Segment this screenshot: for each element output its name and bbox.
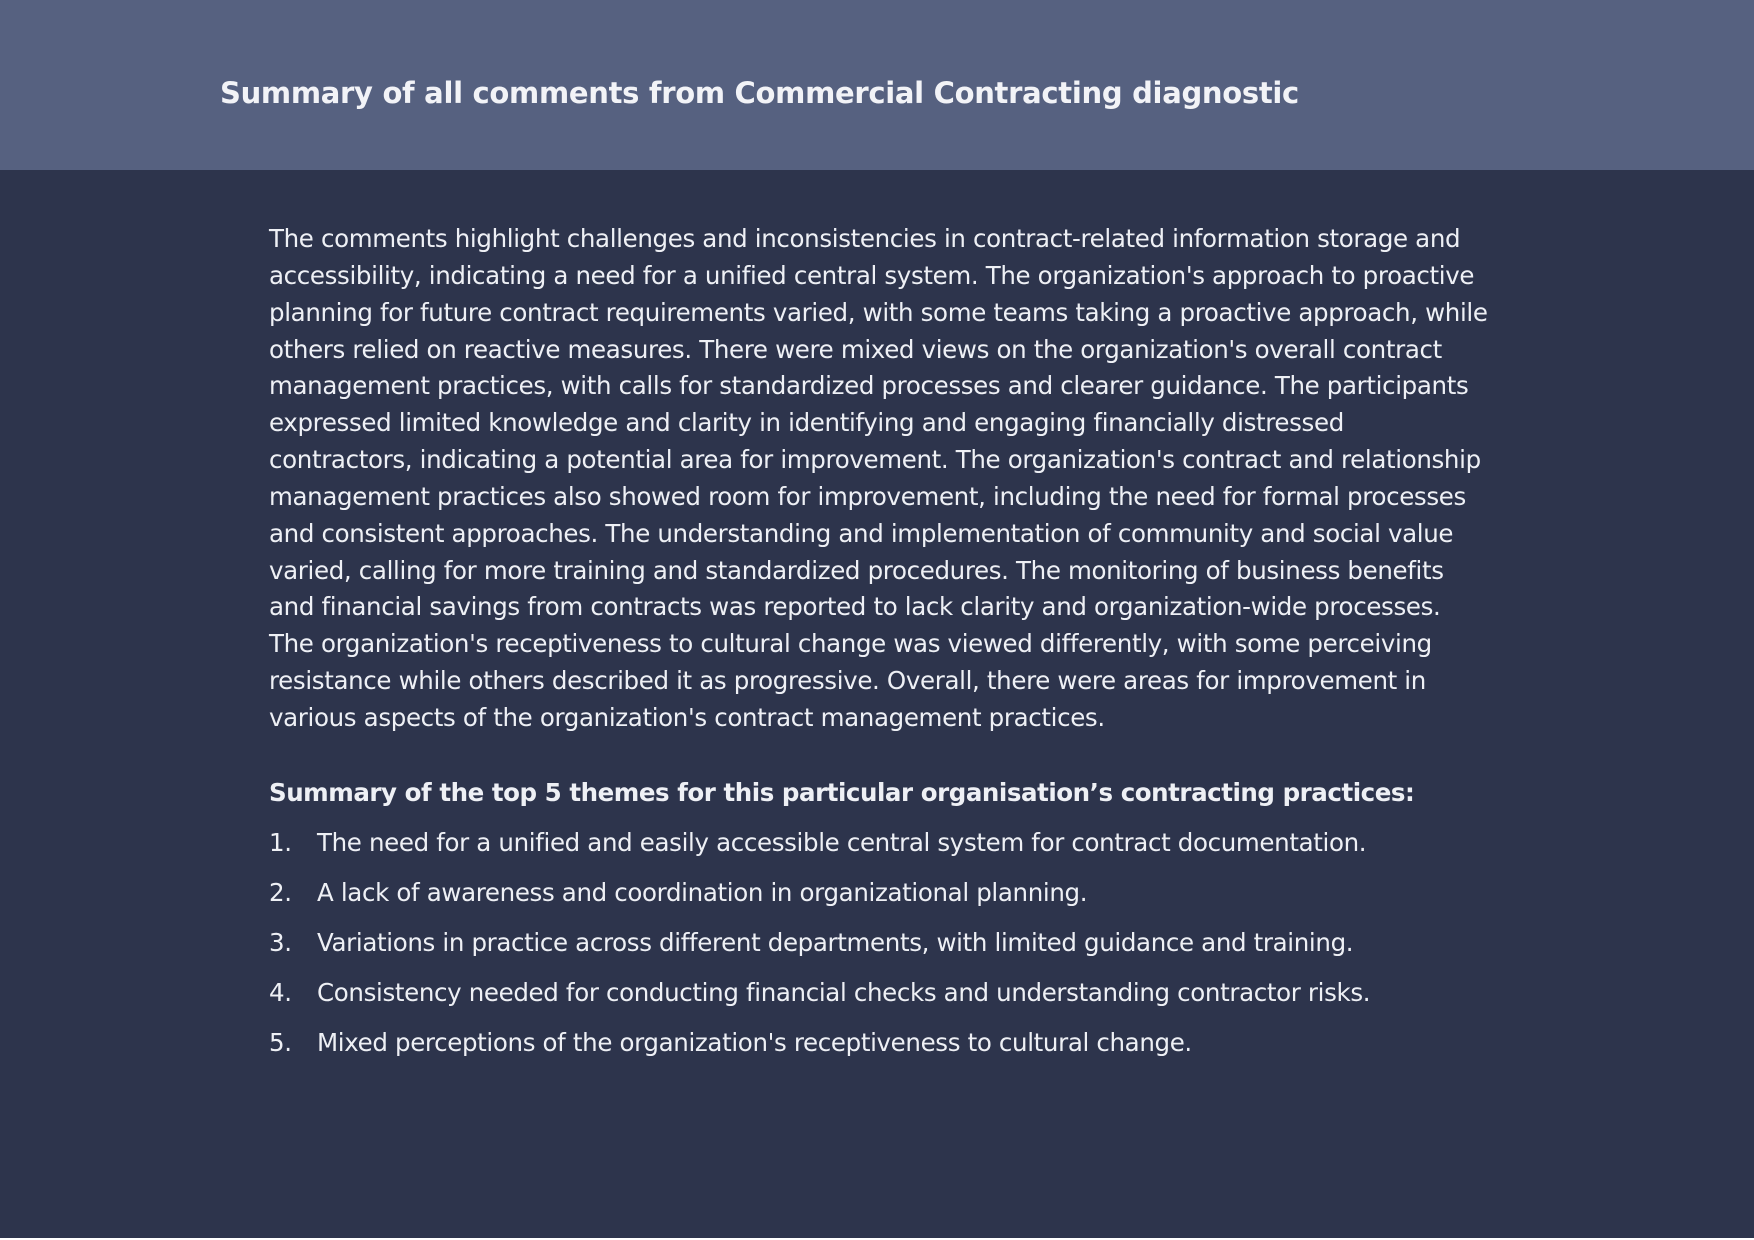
theme-text: The need for a unified and easily accessible central system for contract documentation. <box>317 827 1367 857</box>
theme-number: 3. <box>269 927 292 957</box>
theme-number: 5. <box>269 1027 292 1057</box>
theme-text: Mixed perceptions of the organization's receptiveness to cultural change. <box>317 1027 1192 1057</box>
themes-list <box>269 825 1489 1061</box>
theme-text: Variations in practice across different departments, with limited guidance and training. <box>317 927 1354 957</box>
theme-item-3 <box>269 925 1489 961</box>
theme-item-2 <box>269 875 1489 911</box>
theme-text: Consistency needed for conducting financial checks and understanding contractor risks. <box>317 977 1371 1007</box>
theme-item-1 <box>269 825 1489 861</box>
theme-number: 4. <box>269 977 292 1007</box>
theme-text: A lack of awareness and coordination in organizational planning. <box>317 877 1088 907</box>
theme-item-5 <box>269 1025 1489 1061</box>
header-banner <box>0 0 1754 170</box>
page-title: Summary of all comments from Commercial Contracting diagnostic <box>220 76 1299 110</box>
themes-heading: Summary of the top 5 themes for this particular organisation’s contracting practices: <box>269 777 1415 807</box>
content-area <box>269 221 1489 1075</box>
theme-item-4 <box>269 975 1489 1011</box>
theme-number: 1. <box>269 827 292 857</box>
theme-number: 2. <box>269 877 292 907</box>
summary-paragraph: The comments highlight challenges and inconsistencies in contract-related information storage and accessibility, indicating a need for a unified central system. The organization's approach to proactive planning for future contract requirements varied, with some teams taking a proactive approach, while others relied on reactive measures. There were mixed views on the organization's overall contract management practices, with calls for standardized processes and clearer guidance. The participants expressed limited knowledge and clarity in identifying and engaging financially distressed contractors, indicating a potential area for improvement. The organization's contract and relationship management practices also showed room for improvement, including the need for formal processes and consistent approaches. The understanding and implementation of community and social value varied, calling for more training and standardized procedures. The monitoring of business benefits and financial savings from contracts was reported to lack clarity and organization-wide processes. The organization's receptiveness to cultural change was viewed differently, with some perceiving resistance while others described it as progressive. Overall, there were areas for improvement in various aspects of the organization's contract management practices. <box>269 224 1488 732</box>
